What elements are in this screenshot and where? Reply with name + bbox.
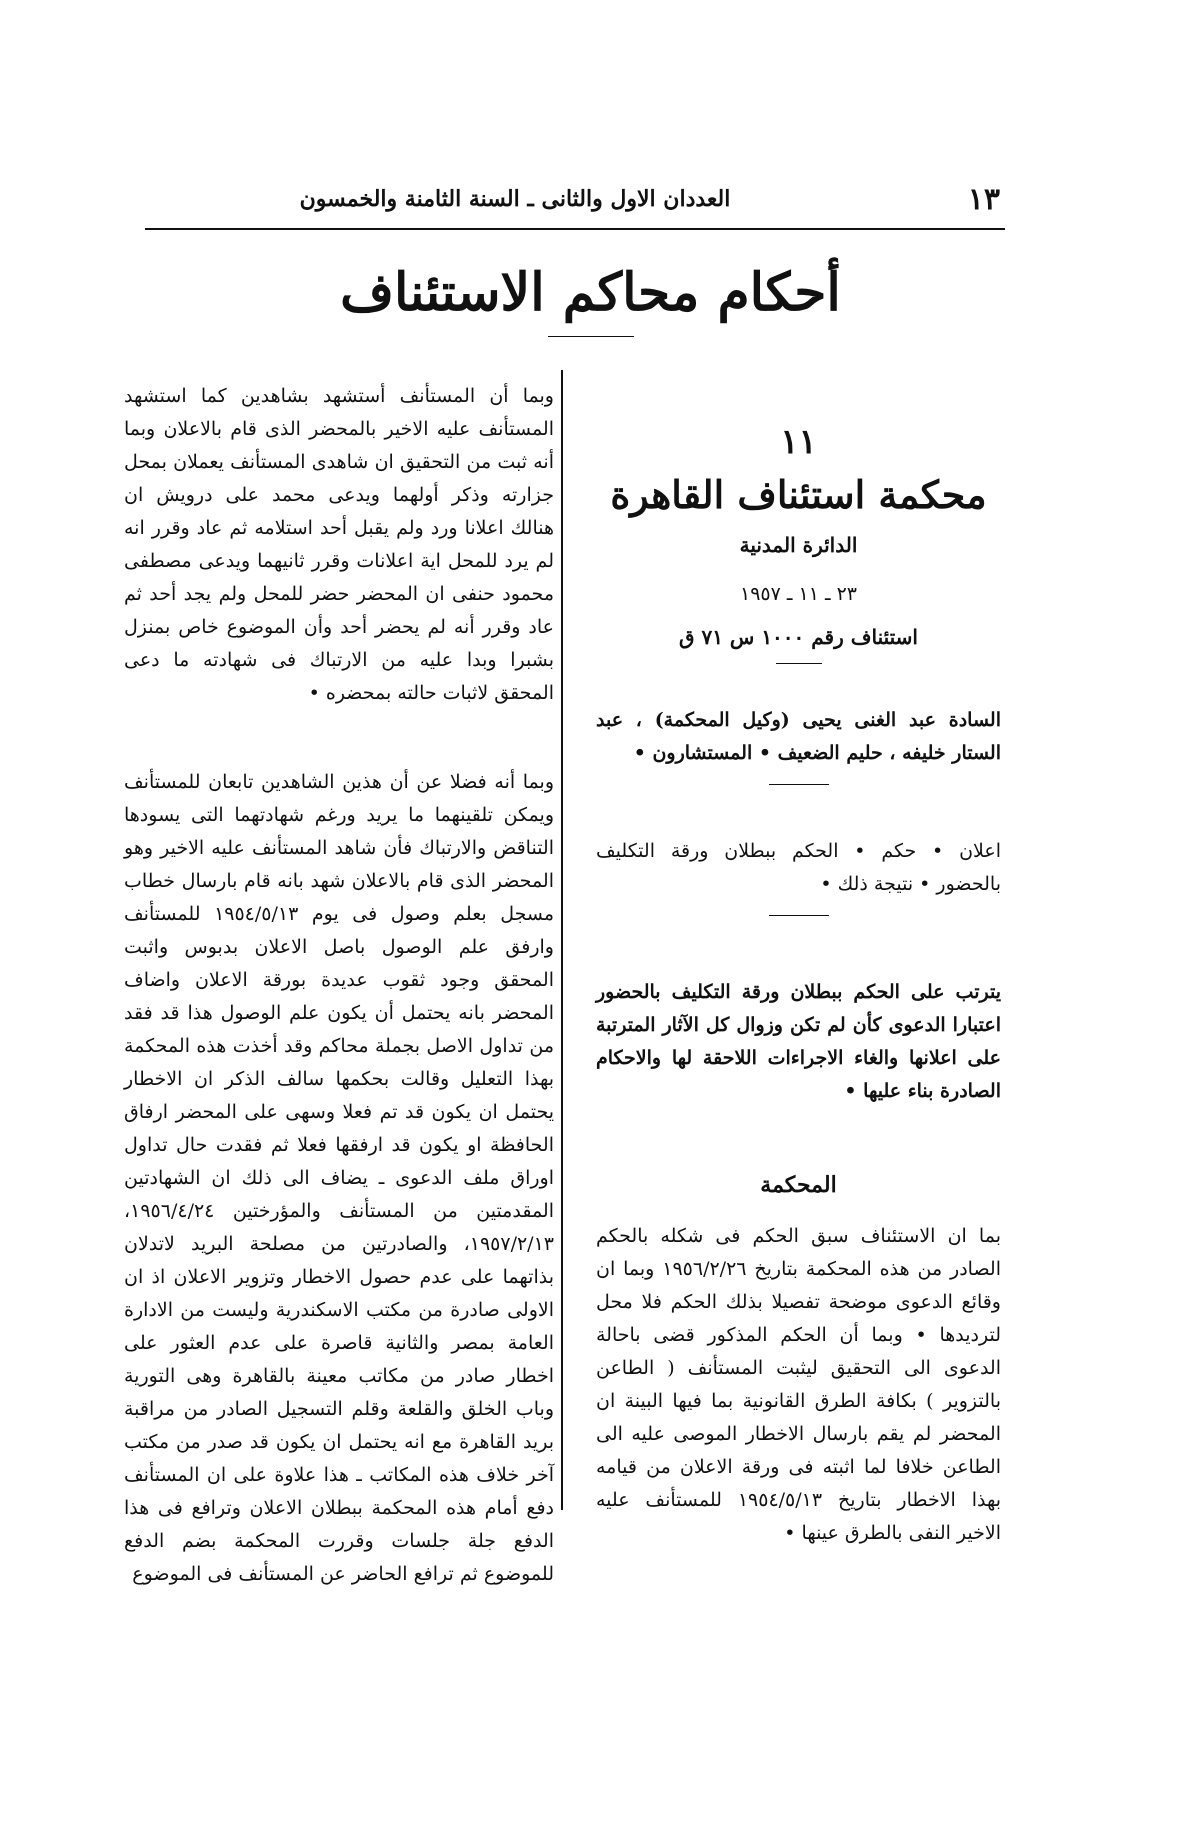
divider (769, 784, 829, 785)
column-divider (561, 370, 563, 1510)
running-title: العددان الاول والثانى ـ السنة الثامنة والخمسون (299, 186, 731, 212)
case-number: ١١ (780, 422, 817, 462)
left-paragraph-1: وبما أن المستأنف أستشهد بشاهدين كما استشهد المستأنف عليه الاخير بالمحضر الذى قام بالاعلان وبما أنه ثبت من التحقيق ان شاهدى المستأنف يعملان بمحل جزارته وذكر أولهما ويدعى محمد على درويش ان هنالك اعلانا ورد ولم يقبل أحد استلامه ثم عاد وقرر انه لم يرد للمحل اية اعلانات وقرر ثانيهما ويدعى مصطفى محمود حنفى ان المحضر حضر للمحل ولم يجد أحد ثم عاد وقرر أنه لم يحضر أحد وأن الموضوع خاص بمنزل بشبرا وبدا عليه من الارتباك فى شهادته ما دعى المحقق لاثبات حالته بمحضره • (124, 385, 554, 704)
court-heading: المحكمة (760, 1172, 837, 1198)
left-paragraph-2: وبما أنه فضلا عن أن هذين الشاهدين تابعان للمستأنف ويمكن تلقينهما ما يريد ورغم شهادتهما التى يسودها التناقض والارتباك فأن شاهد المستأنف عليه الاخير وهو المحضر الذى قام بالاعلان شهد بانه قام بارسال خطاب مسجل بعلم وصول فى يوم ١٩٥٤/٥/١٣ للمستأنف وارفق علم الوصول باصل الاعلان بدبوس واثبت المحقق وجود ثقوب عديدة بورقة الاعلان واضاف المحضر بانه يحتمل أن يكون علم الوصول هذا قد فقد من تداول الاصل بجملة محاكم وقد أخذت هذه المحكمة بهذا التعليل وقالت بحكمها سالف الذكر ان الاخطار يحتمل ان يكون قد تم فعلا وسهى على المحضر ارفاق الحافظة او يكون قد ارفقها فعلا ثم فقدت حال تداول اوراق ملف الدعوى ـ يضاف الى ذلك ان الشهادتين المقدمتين من المستأنف والمؤرختين ١٩٥٦/٤/٢٤، ١٩٥٧/٢/١٣، والصادرتين من مصلحة البريد لاتدلان بذاتهما على عدم حصول الاخطار وتزوير الاعلان اذ ان الاولى صادرة من مكتب الاسكندرية وليست من الادارة العامة بمصر والثانية قاصرة على عدم العثور على اخطار صادر من مكاتب معينة بالقاهرة وهى التورية وباب الخلق والقلعة وقلم التسجيل الصادر من مراقبة بريد القاهرة مع انه يحتمل ان يكون قد صدر من مكتب آخر خلاف هذه المكاتب ـ هذا علاوة على ان المستأنف دفع أمام هذه المحكمة ببطلان الاعلان وترافع فى هذا الدفع جلة جلسات وقررت المحكمة بضم الدفع للموضوع ثم ترافع الحاضر عن المستأنف فى الموضوع (124, 771, 554, 1585)
judges-list: السادة عبد الغنى يحيى (وكيل المحكمة) ، عبد الستار خليفه ، حليم الضعيف • المستشارون • (596, 709, 1001, 764)
keywords: اعلان • حكم • الحكم ببطلان ورقة التكليف بالحضور • نتيجة ذلك • (596, 840, 1001, 895)
court-reasoning: بما ان الاستئناف سبق الحكم فى شكله بالحكم الصادر من هذه المحكمة بتاريخ ١٩٥٦/٢/٢٦ وبما ان وقائع الدعوى موضحة تفصيلا بذلك الحكم فلا محل لترديدها • وبما أن الحكم المذكور قضى باحالة الدعوى الى التحقيق ليثبت المستأنف ( الطاعن بالتزوير ) بكافة الطرق القانونية بما فيها البينة ان المحضر لم يقم بارسال الاخطار الموصى عليه الى الطاعن خلافا لما اثبته فى ورقة الاعلان من قيامه بهذا الاخطار بتاريخ ١٩٥٤/٥/١٣ للمستأنف عليه الاخير النفى بالطرق عينها • (596, 1225, 1001, 1544)
right-column (596, 380, 1001, 1550)
title-divider (548, 336, 634, 337)
chamber-name: الدائرة المدنية (739, 533, 858, 557)
legal-principle: يترتب على الحكم ببطلان ورقة التكليف بالحضور اعتبارا الدعوى كأن لم تكن وزوال كل الآثار المترتبة على اعلانها والغاء الاجراءات اللاحقة لها والاحكام الصادرة بناء عليها • (596, 981, 1001, 1102)
left-column (124, 380, 554, 1591)
divider (776, 663, 822, 664)
divider (769, 915, 829, 916)
court-name: محكمة استئناف القاهرة (610, 472, 987, 517)
page-header (150, 182, 1000, 222)
section-title: أحكام محاكم الاستئناف (340, 262, 841, 323)
page-number: ١٣ (967, 182, 1000, 217)
header-divider (145, 228, 1005, 230)
appeal-number: استئناف رقم ١٠٠٠ س ٧١ ق (679, 625, 918, 649)
judgment-date: ٢٣ ـ ١١ ـ ١٩٥٧ (740, 583, 857, 605)
